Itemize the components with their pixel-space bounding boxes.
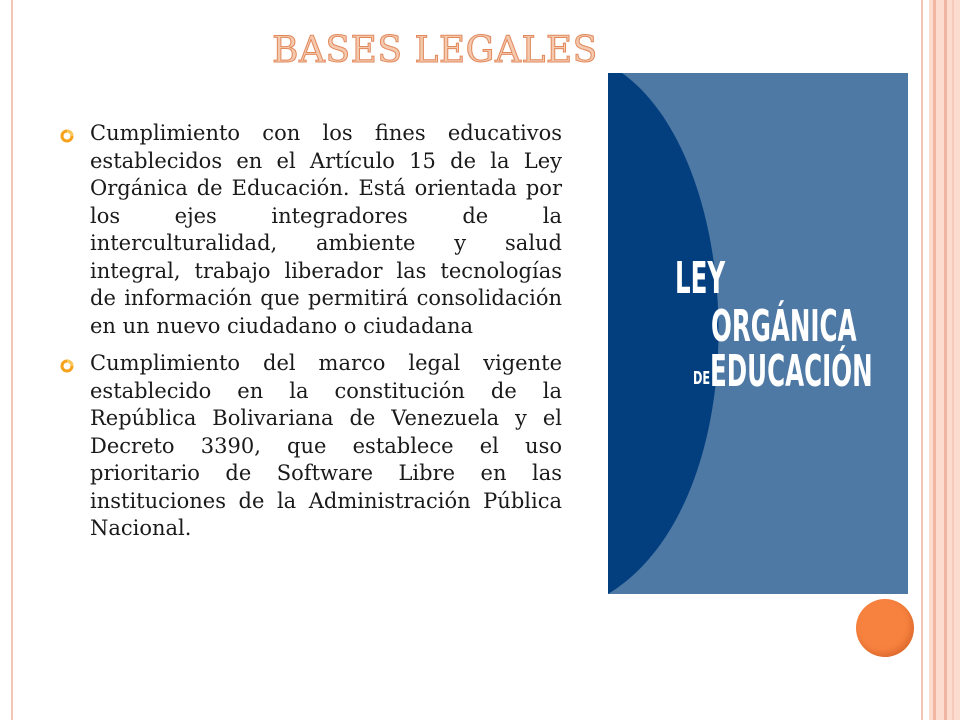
cover-text-organica: ORGÁNICA [711, 301, 857, 352]
frame-stripe [952, 0, 954, 720]
frame-line-right [921, 0, 923, 720]
cover-text-educacion: EDUCACIÓN [710, 346, 873, 397]
frame-stripe [944, 0, 947, 720]
ring-bullet-icon [60, 129, 74, 143]
bullet-text: Cumplimiento del marco legal vigente establecido en la constitución de la República Bolivariana de Venezuela y el Decreto 3390, que establece el uso prioritario de Software Libre en las instituciones de la Administración Pública Nacional. [90, 351, 562, 540]
cover-text-de: DE [693, 368, 711, 389]
frame-stripe [933, 0, 936, 720]
frame-line-left [11, 0, 13, 720]
bullet-text: Cumplimiento con los fines educativos establecidos en el Artículo 15 de la Ley Orgánica de Educación. Está orientada por los ejes integradores de la interculturalidad, ambiente y salud integral, trabajo liberador las tecnologías de información que permitirá consolidación en un nuevo ciudadano o ciudadana [90, 121, 562, 338]
slide-title: BASES LEGALES [272, 30, 598, 71]
bullet-list [60, 120, 562, 553]
law-cover-image [608, 73, 908, 594]
ring-bullet-icon [60, 359, 74, 373]
list-item [60, 350, 562, 543]
orange-circle-decoration [856, 599, 914, 657]
cover-text-ley: LEY [675, 253, 726, 304]
list-item [60, 120, 562, 340]
